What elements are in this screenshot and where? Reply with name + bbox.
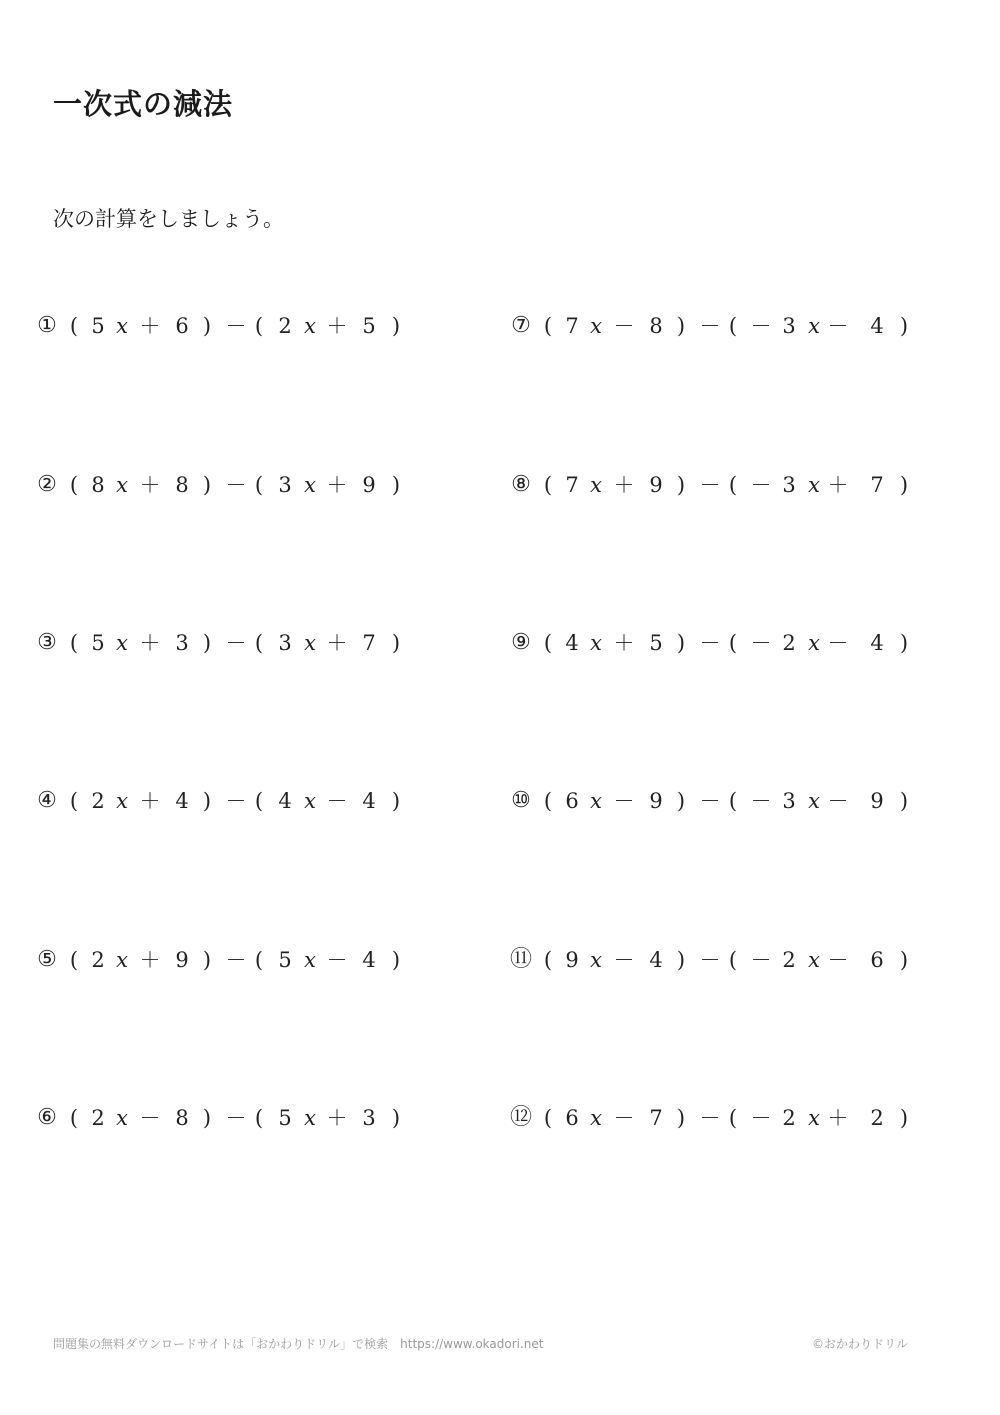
constant: 9 (362, 473, 376, 497)
worksheet-title: 一次式の減法 (53, 87, 234, 121)
problem-number: ① (37, 313, 57, 338)
problem-number: ② (37, 472, 57, 497)
coefficient: 2 (91, 789, 105, 813)
variable-x: x (116, 1106, 128, 1130)
open-paren: ( (543, 473, 553, 497)
problem-item (37, 311, 467, 341)
problem-item (37, 628, 467, 658)
constant: 2 (870, 1106, 884, 1130)
operator: ＋ (326, 314, 348, 338)
open-paren: ( (543, 948, 553, 972)
close-paren: ) (202, 789, 212, 813)
open-paren: ( (69, 789, 79, 813)
open-paren: ( (69, 1106, 79, 1130)
close-paren: ) (202, 314, 212, 338)
coefficient: 5 (91, 631, 105, 655)
subtraction-operator: － (699, 789, 721, 813)
variable-x: x (808, 789, 820, 813)
subtraction-operator: － (225, 1106, 247, 1130)
open-paren: ( (543, 1106, 553, 1130)
operator: ＋ (139, 948, 161, 972)
constant: 5 (362, 314, 376, 338)
problem-item (509, 1103, 941, 1133)
constant: 9 (649, 473, 663, 497)
problem-number: ⑨ (511, 630, 531, 655)
constant: 8 (175, 473, 189, 497)
operator: ＋ (139, 789, 161, 813)
close-paren: ) (899, 631, 909, 655)
constant: 4 (649, 948, 663, 972)
close-paren: ) (391, 789, 401, 813)
problem-number: ⑩ (511, 788, 531, 813)
instruction-text: 次の計算をしましょう。 (53, 207, 284, 231)
open-paren: ( (728, 948, 738, 972)
variable-x: x (116, 948, 128, 972)
open-paren: ( (254, 948, 264, 972)
constant: 6 (175, 314, 189, 338)
open-paren: ( (728, 314, 738, 338)
open-paren: ( (69, 473, 79, 497)
subtraction-operator: － (699, 631, 721, 655)
open-paren: ( (543, 789, 553, 813)
sign: － (750, 789, 772, 813)
constant: 3 (175, 631, 189, 655)
variable-x: x (116, 473, 128, 497)
close-paren: ) (391, 314, 401, 338)
constant: 4 (362, 789, 376, 813)
subtraction-operator: － (225, 314, 247, 338)
operator: － (827, 631, 849, 655)
open-paren: ( (543, 631, 553, 655)
constant: 4 (870, 314, 884, 338)
open-paren: ( (728, 789, 738, 813)
close-paren: ) (391, 631, 401, 655)
variable-x: x (590, 948, 602, 972)
coefficient: 3 (278, 473, 292, 497)
open-paren: ( (254, 631, 264, 655)
variable-x: x (304, 314, 316, 338)
coefficient: 6 (565, 789, 579, 813)
operator: － (827, 314, 849, 338)
open-paren: ( (69, 631, 79, 655)
operator: － (827, 948, 849, 972)
footer-site-text: 問題集の無料ダウンロードサイトは「おかわりドリル」で検索 https://www.okadori.net (53, 1337, 544, 1351)
operator: ＋ (139, 631, 161, 655)
open-paren: ( (254, 314, 264, 338)
constant: 5 (649, 631, 663, 655)
coefficient: 5 (278, 1106, 292, 1130)
operator: ＋ (613, 631, 635, 655)
open-paren: ( (728, 473, 738, 497)
coefficient: 2 (782, 948, 796, 972)
coefficient: 3 (782, 314, 796, 338)
operator: ＋ (326, 1106, 348, 1130)
sign: － (750, 314, 772, 338)
problem-number: ③ (37, 630, 57, 655)
variable-x: x (808, 1106, 820, 1130)
variable-x: x (304, 948, 316, 972)
variable-x: x (808, 948, 820, 972)
sign: － (750, 473, 772, 497)
problem-item (511, 470, 941, 500)
close-paren: ) (676, 789, 686, 813)
close-paren: ) (899, 789, 909, 813)
open-paren: ( (69, 314, 79, 338)
variable-x: x (808, 631, 820, 655)
close-paren: ) (391, 1106, 401, 1130)
close-paren: ) (202, 1106, 212, 1130)
operator: － (326, 948, 348, 972)
constant: 4 (362, 948, 376, 972)
constant: 8 (649, 314, 663, 338)
problem-item (37, 1103, 467, 1133)
operator: － (613, 948, 635, 972)
operator: ＋ (139, 473, 161, 497)
coefficient: 4 (565, 631, 579, 655)
problem-number: ④ (37, 788, 57, 813)
constant: 9 (175, 948, 189, 972)
footer-copyright: ©おかわりドリル (811, 1337, 908, 1351)
variable-x: x (590, 789, 602, 813)
open-paren: ( (69, 948, 79, 972)
constant: 3 (362, 1106, 376, 1130)
operator: ＋ (139, 314, 161, 338)
coefficient: 5 (278, 948, 292, 972)
coefficient: 2 (278, 314, 292, 338)
close-paren: ) (899, 473, 909, 497)
operator: ＋ (326, 473, 348, 497)
constant: 7 (362, 631, 376, 655)
coefficient: 2 (91, 948, 105, 972)
coefficient: 7 (565, 314, 579, 338)
close-paren: ) (899, 948, 909, 972)
constant: 9 (649, 789, 663, 813)
variable-x: x (304, 789, 316, 813)
problem-number: ⑧ (511, 472, 531, 497)
problem-number: ⑤ (37, 947, 57, 972)
subtraction-operator: － (225, 948, 247, 972)
subtraction-operator: － (225, 473, 247, 497)
operator: － (613, 789, 635, 813)
coefficient: 3 (278, 631, 292, 655)
coefficient: 3 (782, 473, 796, 497)
operator: － (827, 789, 849, 813)
variable-x: x (116, 314, 128, 338)
open-paren: ( (728, 1106, 738, 1130)
operator: ＋ (326, 631, 348, 655)
constant: 6 (870, 948, 884, 972)
constant: 4 (175, 789, 189, 813)
sign: － (750, 948, 772, 972)
subtraction-operator: － (225, 789, 247, 813)
close-paren: ) (391, 948, 401, 972)
variable-x: x (304, 631, 316, 655)
variable-x: x (116, 631, 128, 655)
close-paren: ) (676, 948, 686, 972)
close-paren: ) (202, 948, 212, 972)
operator: ＋ (613, 473, 635, 497)
subtraction-operator: － (699, 314, 721, 338)
variable-x: x (808, 314, 820, 338)
close-paren: ) (676, 631, 686, 655)
subtraction-operator: － (699, 948, 721, 972)
close-paren: ) (676, 314, 686, 338)
variable-x: x (590, 314, 602, 338)
problem-number: ⑫ (509, 1105, 532, 1130)
constant: 8 (175, 1106, 189, 1130)
coefficient: 9 (565, 948, 579, 972)
problem-number: ⑪ (509, 947, 532, 972)
subtraction-operator: － (699, 1106, 721, 1130)
coefficient: 3 (782, 789, 796, 813)
operator: － (613, 314, 635, 338)
constant: 4 (870, 631, 884, 655)
open-paren: ( (254, 789, 264, 813)
constant: 9 (870, 789, 884, 813)
subtraction-operator: － (699, 473, 721, 497)
variable-x: x (304, 473, 316, 497)
open-paren: ( (728, 631, 738, 655)
coefficient: 2 (91, 1106, 105, 1130)
operator: － (613, 1106, 635, 1130)
operator: － (326, 789, 348, 813)
open-paren: ( (254, 1106, 264, 1130)
coefficient: 2 (782, 631, 796, 655)
constant: 7 (649, 1106, 663, 1130)
coefficient: 5 (91, 314, 105, 338)
operator: － (139, 1106, 161, 1130)
open-paren: ( (543, 314, 553, 338)
constant: 7 (870, 473, 884, 497)
close-paren: ) (676, 473, 686, 497)
sign: － (750, 1106, 772, 1130)
subtraction-operator: － (225, 631, 247, 655)
problem-item (511, 786, 941, 816)
close-paren: ) (676, 1106, 686, 1130)
operator: ＋ (827, 1106, 849, 1130)
variable-x: x (304, 1106, 316, 1130)
close-paren: ) (899, 314, 909, 338)
coefficient: 7 (565, 473, 579, 497)
close-paren: ) (391, 473, 401, 497)
close-paren: ) (202, 473, 212, 497)
variable-x: x (116, 789, 128, 813)
coefficient: 6 (565, 1106, 579, 1130)
problem-item (37, 786, 467, 816)
problem-item (509, 945, 941, 975)
variable-x: x (590, 1106, 602, 1130)
problem-number: ⑦ (511, 313, 531, 338)
problem-item (37, 470, 467, 500)
coefficient: 8 (91, 473, 105, 497)
problem-item (511, 311, 941, 341)
problem-item (37, 945, 467, 975)
variable-x: x (808, 473, 820, 497)
close-paren: ) (202, 631, 212, 655)
coefficient: 4 (278, 789, 292, 813)
open-paren: ( (254, 473, 264, 497)
coefficient: 2 (782, 1106, 796, 1130)
variable-x: x (590, 473, 602, 497)
problem-number: ⑥ (37, 1105, 57, 1130)
problem-item (511, 628, 941, 658)
operator: ＋ (827, 473, 849, 497)
sign: － (750, 631, 772, 655)
variable-x: x (590, 631, 602, 655)
close-paren: ) (899, 1106, 909, 1130)
